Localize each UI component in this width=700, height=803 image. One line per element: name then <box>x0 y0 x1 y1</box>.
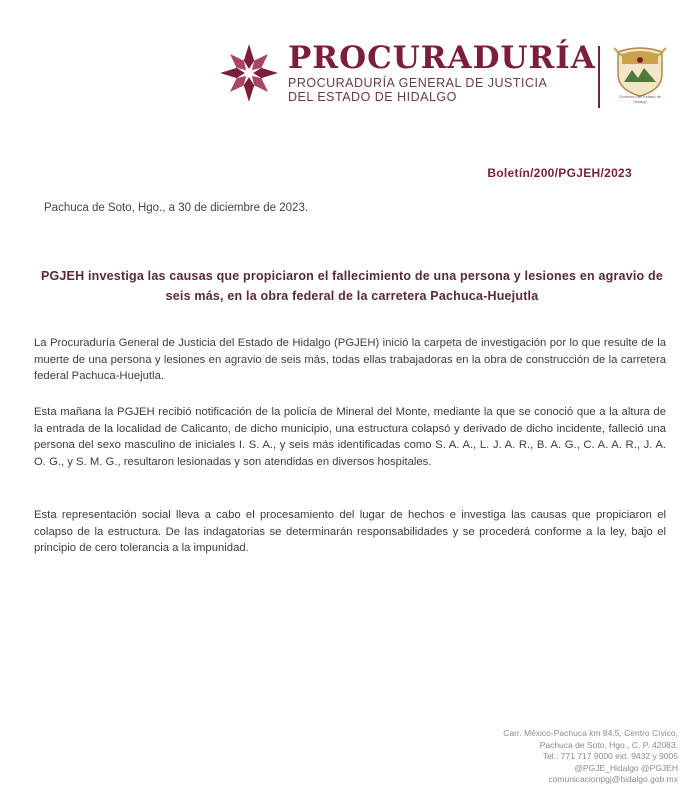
crest-caption: Gobierno del Estado de Hidalgo <box>618 94 662 104</box>
star-logo-icon <box>218 42 280 104</box>
paragraph-2: Esta mañana la PGJEH recibió notificación de la policía de Mineral del Monte, mediante la que se conoció que a la altura de la entrada de la localidad de Calicanto, de dicho municipio, una estructura colapsó y derivado de dicho incidente, falleció una persona del sexo masculino de iniciales I. S. A., y seis más identificadas como S. A. A., L. J. A. R., B. A. G., C. A. A. R., J. A. O. G., y S. M. G., resultaron lesionadas y son atendidas en diversos hospitales. <box>34 406 666 468</box>
brand-subtitle-line-1: PROCURADURÍA GENERAL DE JUSTICIA <box>288 76 548 90</box>
footer-phone: Tel.: 771 717 9000 ext. 9432 y 9005 <box>542 751 678 761</box>
header-divider <box>598 46 600 108</box>
headline: PGJEH investiga las causas que propiciaron el fallecimiento de una persona y lesiones en agravio de seis más, en la obra federal de la carretera Pachuca-Huejutla <box>40 269 664 303</box>
footer-address-line-1: Carr. México-Pachuca km 84.5, Centro Cívico, <box>503 728 678 738</box>
brand-subtitle-line-2: DEL ESTADO DE HIDALGO <box>288 90 457 104</box>
letterhead <box>218 40 668 112</box>
brand-block <box>288 40 596 104</box>
footer-contact <box>503 728 678 786</box>
paragraph-1: La Procuraduría General de Justicia del Estado de Hidalgo (PGJEH) inició la carpeta de investigación por lo que resulte de la muerte de una persona y lesiones en agravio de seis más, todas ellas trabajadoras en la obra de construcción de la carretera federal Pachuca-Huejutla. <box>34 337 666 382</box>
brand-title: PROCURADURÍA <box>288 40 596 76</box>
footer-social: @PGJE_Hidalgo @PGJEH <box>574 762 678 773</box>
footer-email: comunicacionpgj@hidalgo.gob.mx <box>548 774 678 784</box>
footer-address-line-2: Pachuca de Soto, Hgo., C. P. 42083. <box>539 739 678 750</box>
paragraph-3: Esta representación social lleva a cabo el procesamiento del lugar de hechos e investiga las causas que propiciaron el colapso de la estructura. De las indagatorias se determinarán responsabilidades y se procederá conforme a la ley, bajo el principio de cero tolerancia a la impunidad. <box>34 509 666 554</box>
bulletin-number: Boletín/200/PGJEH/2023 <box>487 166 632 180</box>
place-date: Pachuca de Soto, Hgo., a 30 de diciembre de 2023. <box>44 202 309 214</box>
